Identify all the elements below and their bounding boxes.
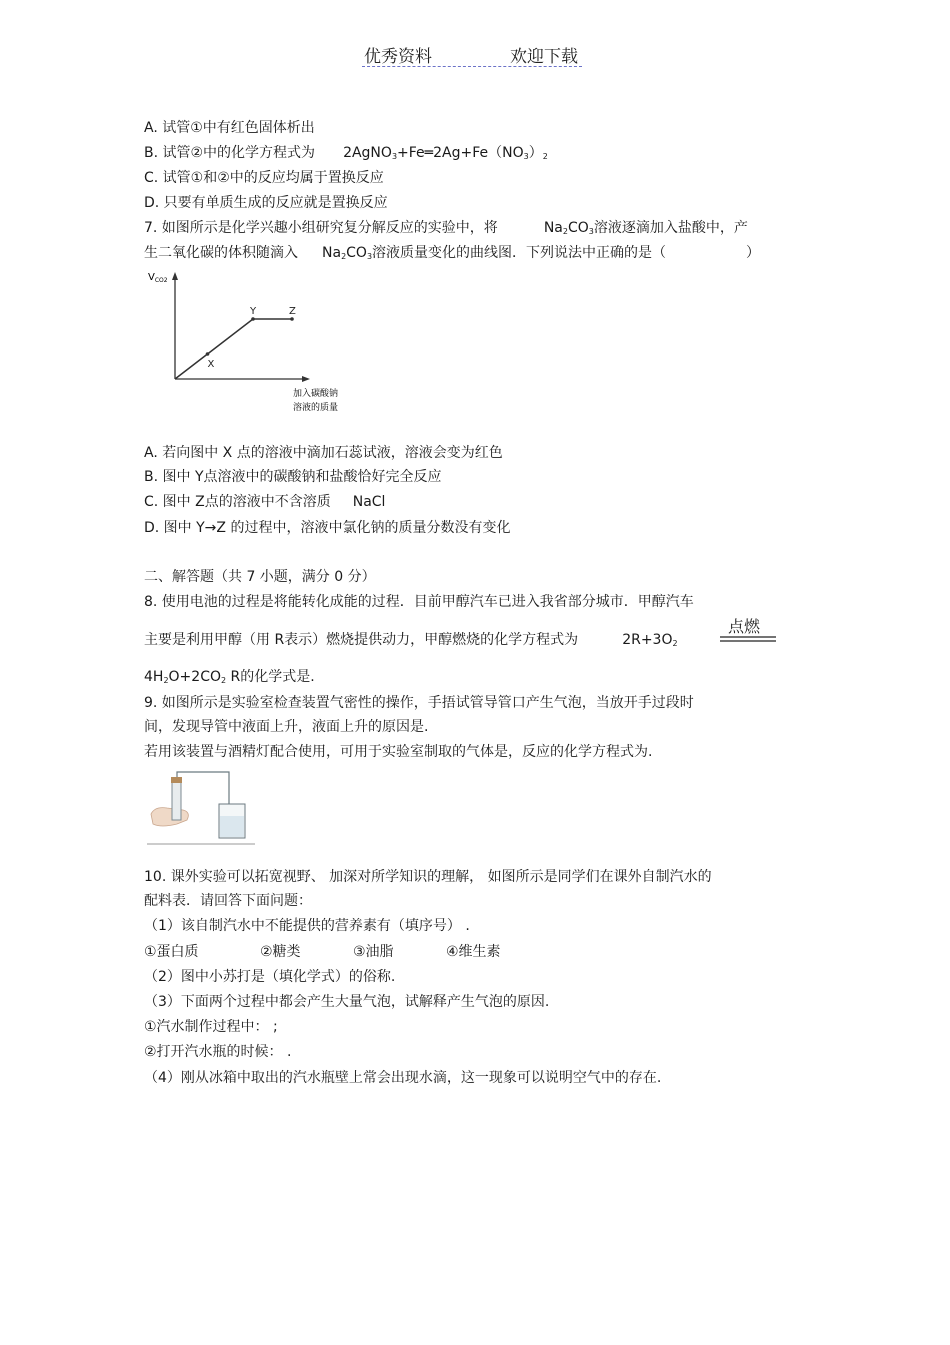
q6-equation-end: ） <box>528 145 543 161</box>
q8-line3-a: 4H <box>144 669 164 685</box>
q8-line3-c: R的化学式是. <box>226 669 315 685</box>
q7-stem-1d: 溶液逐滴加入盐酸中，产 <box>593 220 748 236</box>
q7-stem-2b: Na <box>322 245 342 261</box>
airtightness-check-image <box>147 768 255 845</box>
condition-text: 点燃 <box>728 617 761 636</box>
q10-options <box>144 942 501 962</box>
q7-stem-1b: Na <box>543 220 563 236</box>
q9-line3: 若用该装置与酒精灯配合使用，可用于实验室制取的气体是，反应的化学方程式为. <box>144 744 653 760</box>
q10-option-2: ②糖类 <box>260 944 301 960</box>
q7-option-c-text: C. 图中 Z点的溶液中不含溶质 <box>144 494 331 510</box>
q8-equation-left: 2R+3O <box>622 632 673 648</box>
x-axis-label-line2: 溶液的质量 <box>293 403 339 413</box>
x-axis-label-line1: 加入碳酸钠 <box>293 389 339 399</box>
q7-option-b: B. 图中 Y点溶液中的碳酸钠和盐酸恰好完全反应 <box>144 469 442 485</box>
point-z <box>290 317 294 321</box>
point-label-x: X <box>207 359 215 370</box>
q7-stem-line2: 生二氧化碳的体积随滴入 $Na_2CO_3$溶液质量变化的曲线图．下列说法中正确的是（ ） <box>144 245 761 261</box>
q6-equation-sub: 2 <box>542 152 548 161</box>
q10-line1: 10. 课外实验可以拓宽视野、 加深对所学知识的理解， 如图所示是同学们在课外自制汽水的 <box>144 869 712 885</box>
q9-line2: 间，发现导管中液面上升，液面上升的原因是. <box>144 719 429 735</box>
section-2-heading: 二、解答题（共 7 小题，满分 0 分） <box>144 569 376 585</box>
reaction-condition <box>720 616 778 646</box>
series-line <box>175 319 292 379</box>
header-left-text: 优秀资料 <box>364 47 432 67</box>
q7-stem-2d: 溶液质量变化的曲线图．下列说法中正确的是（ <box>372 245 667 261</box>
q7-stem-1c: CO <box>567 220 589 236</box>
q7-stem-1a: 7. 如图所示是化学兴趣小组研究复分解反应的实验中，将 <box>144 220 498 236</box>
q7-option-d: D. 图中 Y→Z 的过程中，溶液中氯化钠的质量分数没有变化 <box>144 520 511 536</box>
q6-equation-start: 2AgNO <box>343 145 392 161</box>
q6-option-c: C. 试管①和②中的反应均属于置换反应 <box>144 170 384 186</box>
y-axis-arrow <box>172 272 178 280</box>
q8-line2: 主要是利用甲醇（用 R表示）燃烧提供动力，甲醇燃烧的化学方程式为 $2R+3O_2$ <box>144 632 678 648</box>
q6-option-b-text: B. 试管②中的化学方程式为 <box>144 145 316 161</box>
q6-option-a: A. 试管①中有红色固体析出 <box>144 120 315 136</box>
point-x <box>206 352 210 356</box>
x-axis-arrow <box>302 376 310 382</box>
q7-chart <box>140 266 350 418</box>
y-axis-label: $V_{CO2}$ <box>148 272 168 284</box>
q7-stem-line1: 7. 如图所示是化学兴趣小组研究复分解反应的实验中，将 $Na_2CO_3$溶液逐滴加入盐酸中，产 <box>144 220 748 236</box>
q6-option-b: B. 试管②中的化学方程式为 $2AgNO_3+Fe═2Ag+Fe(NO_3)_2$ <box>144 145 548 161</box>
q10-option-4: ④维生素 <box>446 944 501 960</box>
q6-equation-mid: +Fe═2Ag+Fe（NO <box>397 145 524 161</box>
q6-option-d: D. 只要有单质生成的反应就是置换反应 <box>144 195 388 211</box>
q10-line9: （4）刚从冰箱中取出的汽水瓶壁上常会出现水滴，这一现象可以说明空气中的存在. <box>144 1070 662 1086</box>
q7-stem-2e: ） <box>746 245 761 261</box>
test-tube-icon <box>172 780 181 820</box>
q7-option-a: A. 若向图中 X 点的溶液中滴加石蕊试液，溶液会变为红色 <box>144 445 503 461</box>
stopper-icon <box>171 777 182 783</box>
q10-line7: ①汽水制作过程中： ; <box>144 1019 278 1035</box>
q10-line6: （3）下面两个过程中都会产生大量气泡，试解释产生气泡的原因. <box>144 994 550 1010</box>
q10-line8: ②打开汽水瓶的时候： . <box>144 1044 292 1060</box>
point-label-z: Z <box>289 306 296 317</box>
q10-option-1: ①蛋白质 <box>144 944 199 960</box>
q7-option-c <box>144 492 385 512</box>
point-label-y: Y <box>250 306 257 317</box>
page-header <box>362 42 582 67</box>
q8-line3: $4H_2O+2CO_2$ R的化学式是. <box>144 669 315 685</box>
q10-line5: （2）图中小苏打是（填化学式）的俗称. <box>144 969 396 985</box>
q10-option-3: ③油脂 <box>353 944 394 960</box>
q8-line1: 8. 使用电池的过程是将能转化成能的过程．目前甲醇汽车已进入我省部分城市．甲醇汽车 <box>144 594 694 610</box>
q10-line3: （1）该自制汽水中不能提供的营养素有（填序号） . <box>144 918 470 934</box>
q7-option-c-nacl: NaCl <box>352 494 386 510</box>
point-y <box>251 317 255 321</box>
q10-line2: 配料表．请回答下面问题： <box>144 893 312 909</box>
header-right-text: 欢迎下载 <box>510 47 578 67</box>
q7-stem-2a: 生二氧化碳的体积随滴入 <box>144 245 298 261</box>
q9-line1: 9. 如图所示是实验室检查装置气密性的操作，手捂试管导管口产生气泡，当放开手过段时 <box>144 695 694 711</box>
q8-line3-b: O+2CO <box>168 669 221 685</box>
q7-stem-2c: CO <box>346 245 367 261</box>
water-icon <box>220 816 244 837</box>
q8-line2-text: 主要是利用甲醇（用 R表示）燃烧提供动力，甲醇燃烧的化学方程式为 <box>144 632 579 648</box>
